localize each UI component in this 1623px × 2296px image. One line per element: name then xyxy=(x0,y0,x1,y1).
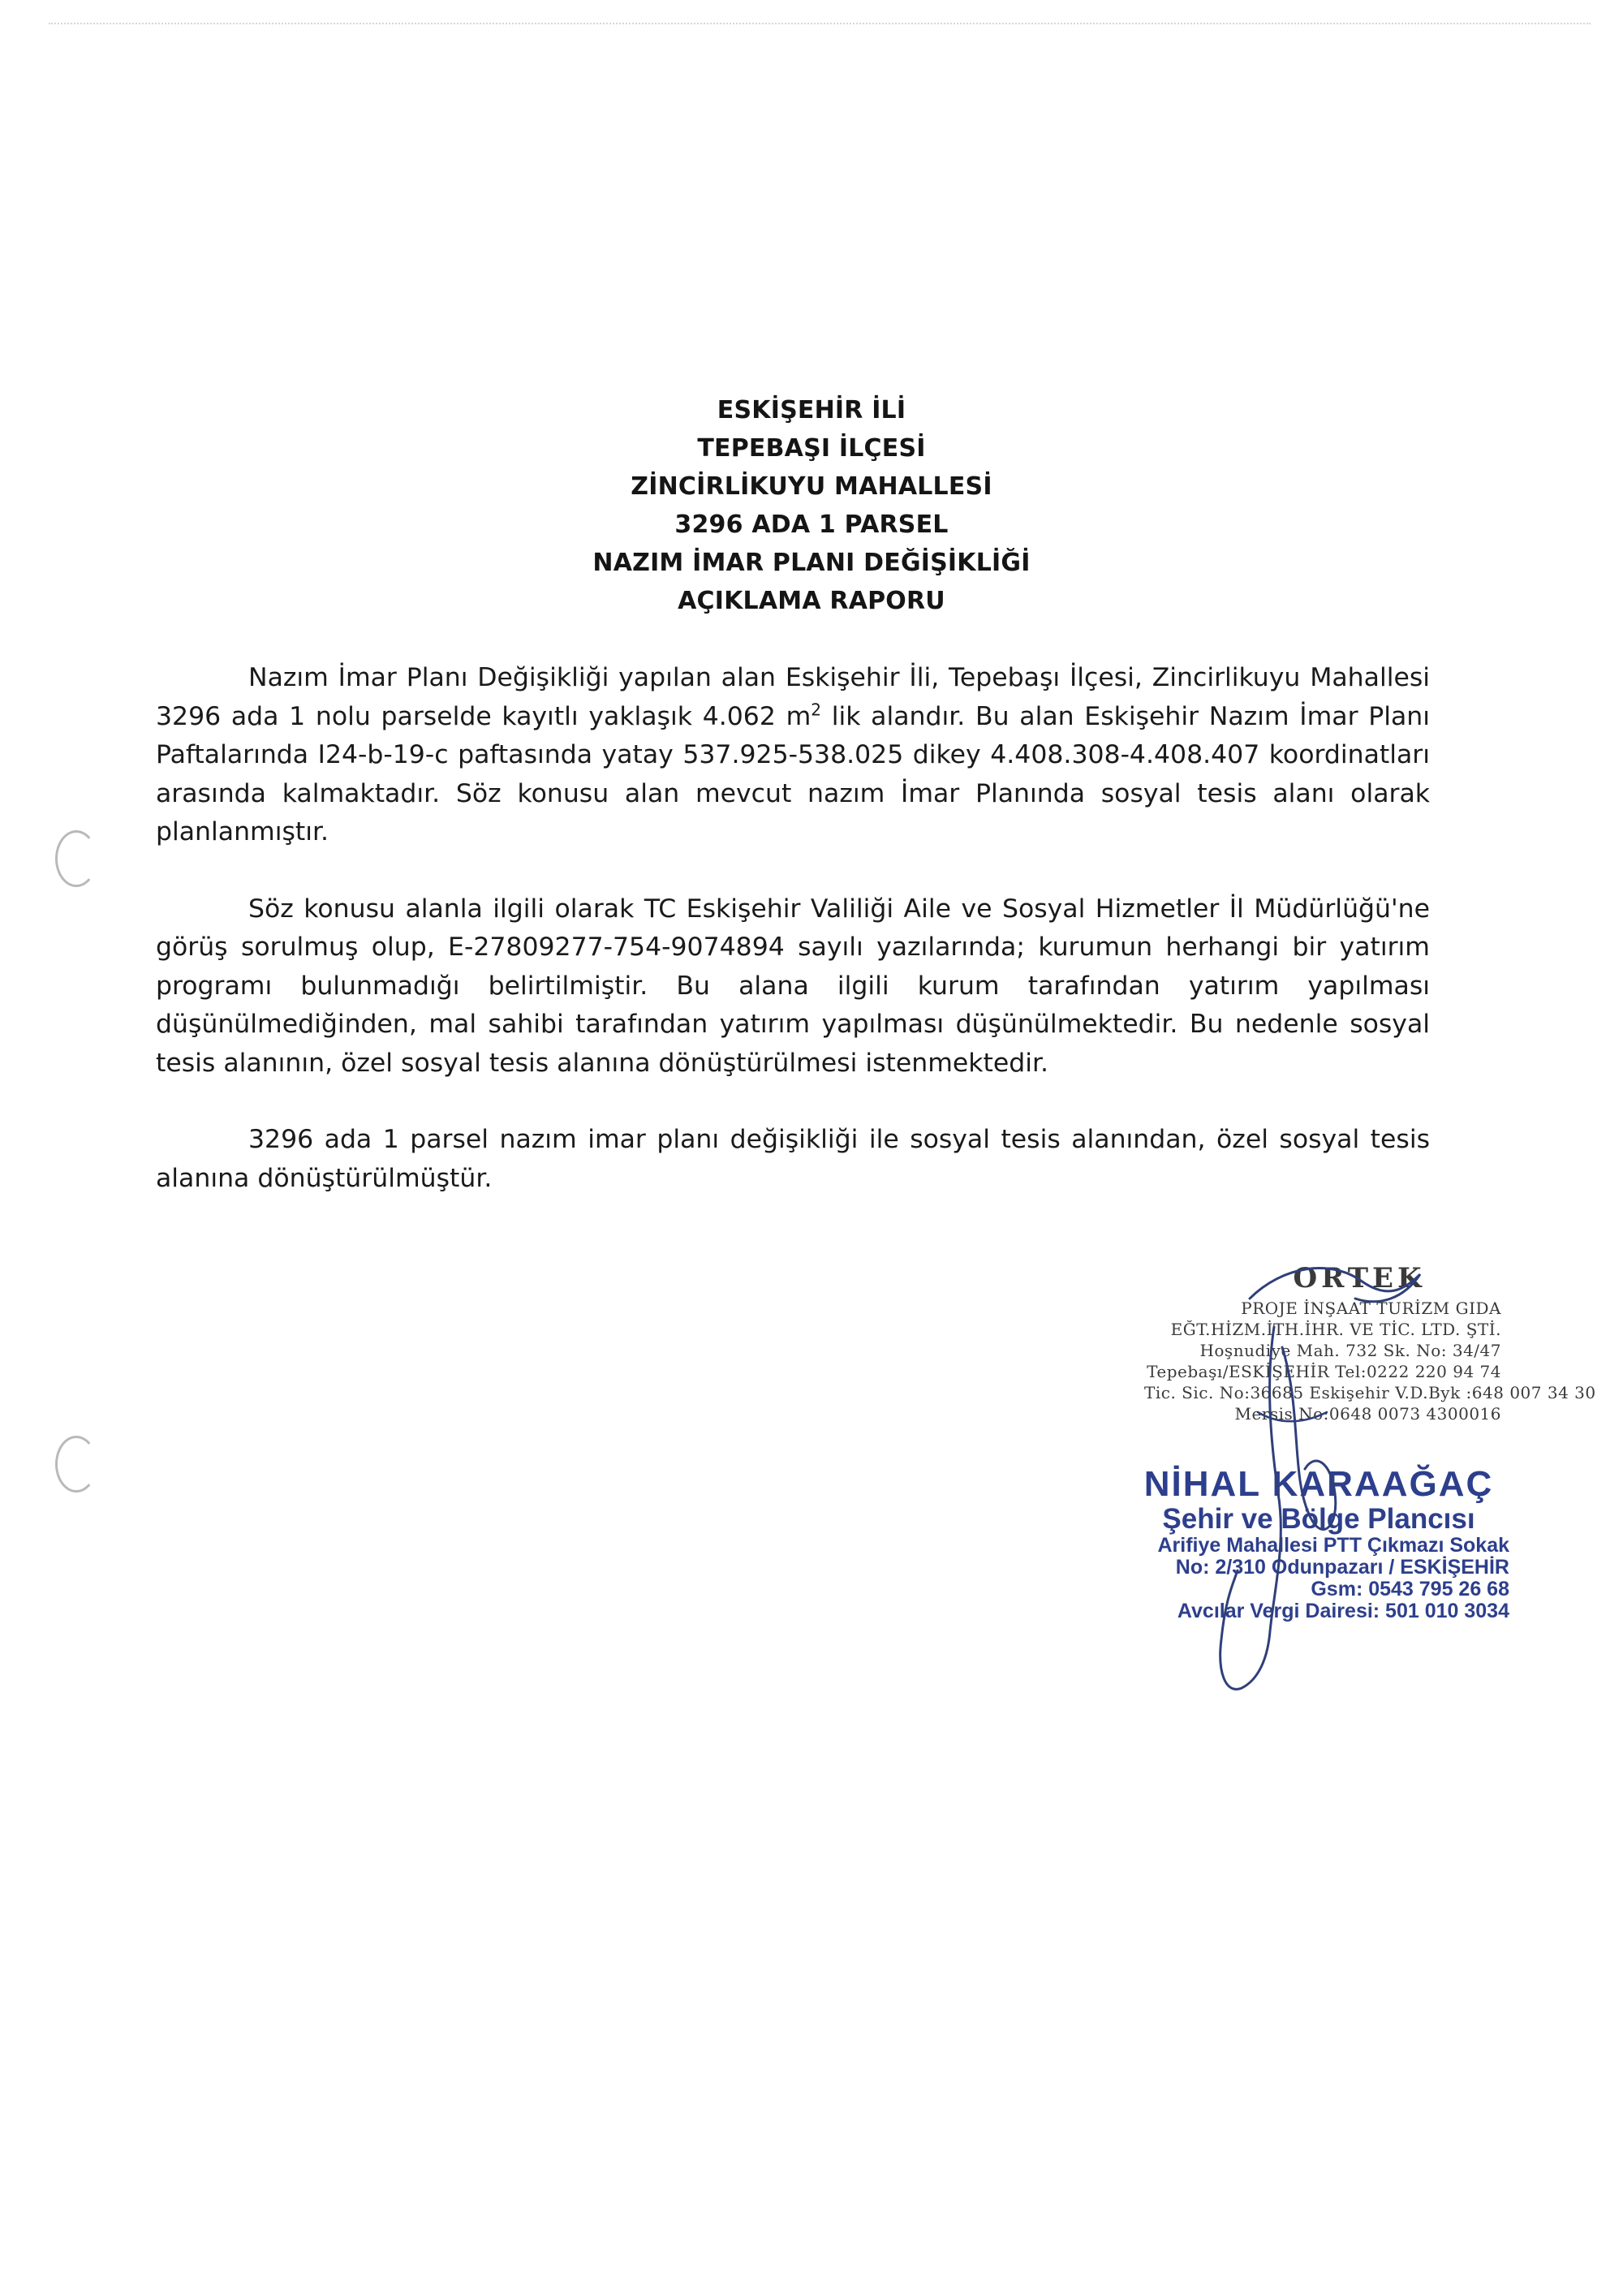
title-line: AÇIKLAMA RAPORU xyxy=(678,587,945,615)
title-line: 3296 ADA 1 PARSEL xyxy=(674,510,949,539)
company-stamp-line: EĞT.HİZM.İTH.İHR. VE TİC. LTD. ŞTİ. xyxy=(1170,1320,1501,1339)
company-stamp-brand: ORTEK xyxy=(1293,1262,1426,1294)
paragraph-conclusion: 3296 ada 1 parsel nazım imar planı değişikliği ile sosyal tesis alanından, özel sosyal tesis alanına dönüştürülmüştür. xyxy=(156,1125,1430,1193)
title-line: ZİNCİRLİKUYU MAHALLESİ xyxy=(631,472,992,501)
company-stamp-line: Mersis No:0648 0073 4300016 xyxy=(1234,1404,1501,1424)
punch-hole-mark xyxy=(55,1436,97,1493)
planner-stamp xyxy=(1071,1465,1509,1622)
company-stamp xyxy=(1144,1262,1596,1424)
company-stamp-line: Hoşnudiye Mah. 732 Sk. No: 34/47 xyxy=(1199,1341,1501,1360)
title-line: NAZIM İMAR PLANI DEĞİŞİKLİĞİ xyxy=(592,549,1031,577)
punch-hole-mark xyxy=(55,830,97,887)
stamp-area xyxy=(1071,1262,1596,1635)
scan-edge-line xyxy=(49,23,1591,24)
title-line: TEPEBAŞI İLÇESİ xyxy=(697,434,926,463)
company-stamp-line: Tepebaşı/ESKİŞEHİR Tel:0222 220 94 74 xyxy=(1147,1362,1501,1381)
planner-role: Şehir ve Bölge Plancısı xyxy=(1162,1503,1475,1535)
paragraph-location: Nazım İmar Planı Değişikliği yapılan alan Eskişehir İli, Tepebaşı İlçesi, Zincirlikuyu Mahallesi 3296 ada 1 nolu parselde kayıtlı yaklaşık 4.062 $m^2$ lik alandır. Bu alan Eskişehir Nazım İmar Planı Paftalarında I24-b-19-c paftasında yatay 537.925-538.025 dikey 4.408.308-4.408.407 koordinatları arasında kalmaktadır. Söz konusu alan mevcut nazım İmar Planında sosyal tesis alanı olarak planlanmıştır. xyxy=(156,663,1430,846)
paragraph-opinion: Söz konusu alanla ilgili olarak TC Eskişehir Valiliği Aile ve Sosyal Hizmetler İl Müdürlüğü'ne görüş sorulmuş olup, E-27809277-754-9074894 sayılı yazılarında; kurumun herhangi bir yatırım programı bulunmadığı belirtilmiştir. Bu alana ilgili kurum tarafından yatırım yapılması düşünülmediğinden, mal sahibi tarafından yatırım yapılması düşünülmektedir. Bu nedenle sosyal tesis alanının, özel sosyal tesis alanına dönüştürülmesi istenmektedir. xyxy=(156,894,1430,1078)
planner-stamp-line: Arifiye Mahallesi PTT Çıkmazı Sokak xyxy=(1157,1534,1509,1557)
planner-name: NİHAL KARAAĞAÇ xyxy=(1143,1464,1494,1504)
document-title xyxy=(0,391,1623,620)
planner-stamp-line: Avcılar Vergi Dairesi: 501 010 3034 xyxy=(1177,1600,1509,1622)
planner-stamp-line: Gsm: 0543 795 26 68 xyxy=(1311,1578,1509,1600)
planner-stamp-line: No: 2/310 Odunpazarı / ESKİŞEHİR xyxy=(1175,1556,1509,1579)
company-stamp-line: Tic. Sic. No:36685 Eskişehir V.D.Byk :648 007 34 30 xyxy=(1144,1383,1596,1402)
report-body xyxy=(156,659,1430,1236)
company-stamp-line: PROJE İNŞAAT TURİZM GIDA xyxy=(1241,1299,1501,1318)
title-line: ESKİŞEHİR İLİ xyxy=(717,396,906,424)
